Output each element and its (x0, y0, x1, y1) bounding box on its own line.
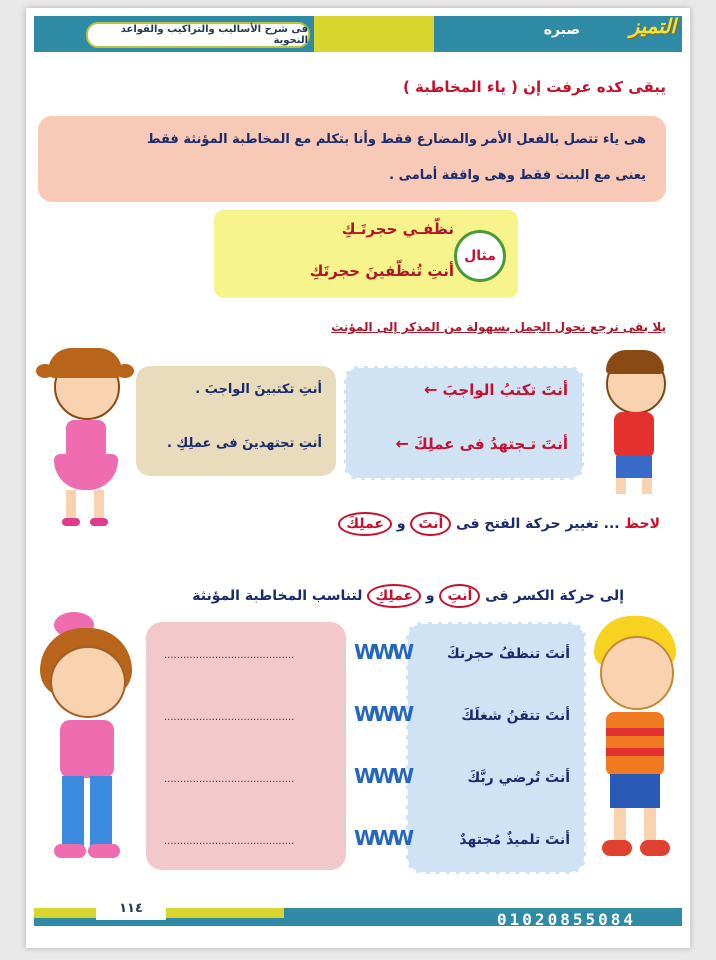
header-accent-stripe (314, 16, 434, 52)
exercise-item-2: أنتَ تتقنُ شغلَكَ (461, 708, 570, 724)
boy-bottom-illustration-icon (586, 612, 684, 872)
girl-illustration-icon (32, 344, 136, 540)
exercise-item-4: أنتَ تلميذٌ مُجتهدٌ (459, 832, 570, 848)
brand-subtitle: صبره (543, 22, 580, 38)
arrow-left-icon: ← (424, 380, 438, 399)
exercise-item-1: أنتَ تنظفُ حجرتكَ (446, 646, 570, 662)
spring-connector-icon: WWW (354, 640, 412, 664)
exercise-answer-box (146, 622, 346, 870)
note-conj-1: و (396, 516, 406, 532)
masculine-sentence-2 (396, 434, 568, 453)
girl-bottom-illustration-icon (34, 612, 140, 874)
spring-connector-icon: WWW (354, 702, 412, 726)
note-text-2a: إلى حركة الكسر فى (485, 588, 624, 604)
definition-line-2: يعنى مع البنت فقط وهى واقفة أمامى . (389, 168, 646, 183)
phone-number: 01020855084 (497, 910, 636, 929)
feminine-sentence-1: أنتِ تكتبينَ الواجبَ . (195, 382, 322, 397)
note-conj-2: و (425, 588, 435, 604)
worksheet-page (26, 8, 690, 948)
masculine-sentence-2-text: أنتَ تـجتهدُ فى عملِكَ (414, 435, 568, 453)
masculine-sentence-1 (424, 380, 568, 399)
note-text-2b: لتناسب المخاطبة المؤنثة (192, 588, 363, 604)
note-word-amalika: عملِكَ (338, 512, 392, 536)
note-word-amaliki: عملِكِ (367, 584, 421, 608)
page-number: ١١٤ (96, 896, 166, 920)
answer-line-2[interactable]: ......................................... (164, 712, 295, 723)
feminine-sentence-2: أنتِ تجتهدينَ فى عملِكِ . (166, 436, 322, 451)
example-line-1: نظّفـي حجرتَـكِ (341, 220, 454, 238)
exercise-masculine-box (406, 622, 586, 874)
arrow-left-icon: ← (395, 434, 409, 453)
example-line-2: أنتِ تُنظّفينَ حجرتَكِ (309, 262, 454, 280)
note-word-anta: أنتَ (410, 512, 451, 536)
note-word-anti: أنتِ (439, 584, 480, 608)
answer-line-3[interactable]: ......................................... (164, 774, 295, 785)
answer-line-4[interactable]: ......................................... (164, 836, 295, 847)
spring-connector-icon: WWW (354, 764, 412, 788)
header-subtitle-pill: فى شرح الأساليب والتراكيب والقواعد النحوية (86, 22, 310, 48)
section-heading-mukhataba: يبقى كده عرفت إن ( ياء المخاطبة ) (402, 78, 666, 96)
section-heading-convert: يلا بقى نرجع نحول الجمل بسهولة من المذكر إلى المؤنث (331, 320, 666, 334)
note-line-2 (192, 584, 624, 608)
brand-logo: التميز (629, 14, 676, 38)
boy-illustration-icon (592, 348, 672, 498)
masculine-sentence-1-text: أنتَ تكتبُ الواجبَ (442, 381, 568, 399)
spring-connector-icon: WWW (354, 826, 412, 850)
masculine-sentences-box (344, 366, 584, 480)
definition-line-1: هى ياء تتصل بالفعل الأمر والمضارع فقط وأنا بتكلم مع المخاطبة المؤنثة فقط (147, 132, 646, 147)
answer-line-1[interactable]: ......................................... (164, 650, 295, 661)
note-text-1: ... تغيير حركة الفتح فى (456, 516, 620, 532)
feminine-sentences-box (136, 366, 336, 476)
definition-box (38, 116, 666, 202)
note-line-1 (338, 512, 660, 536)
exercise-item-3: أنتَ تُرضي ربَّكَ (467, 770, 570, 786)
note-label: لاحظ (624, 516, 660, 532)
example-badge: مثال (454, 230, 506, 282)
